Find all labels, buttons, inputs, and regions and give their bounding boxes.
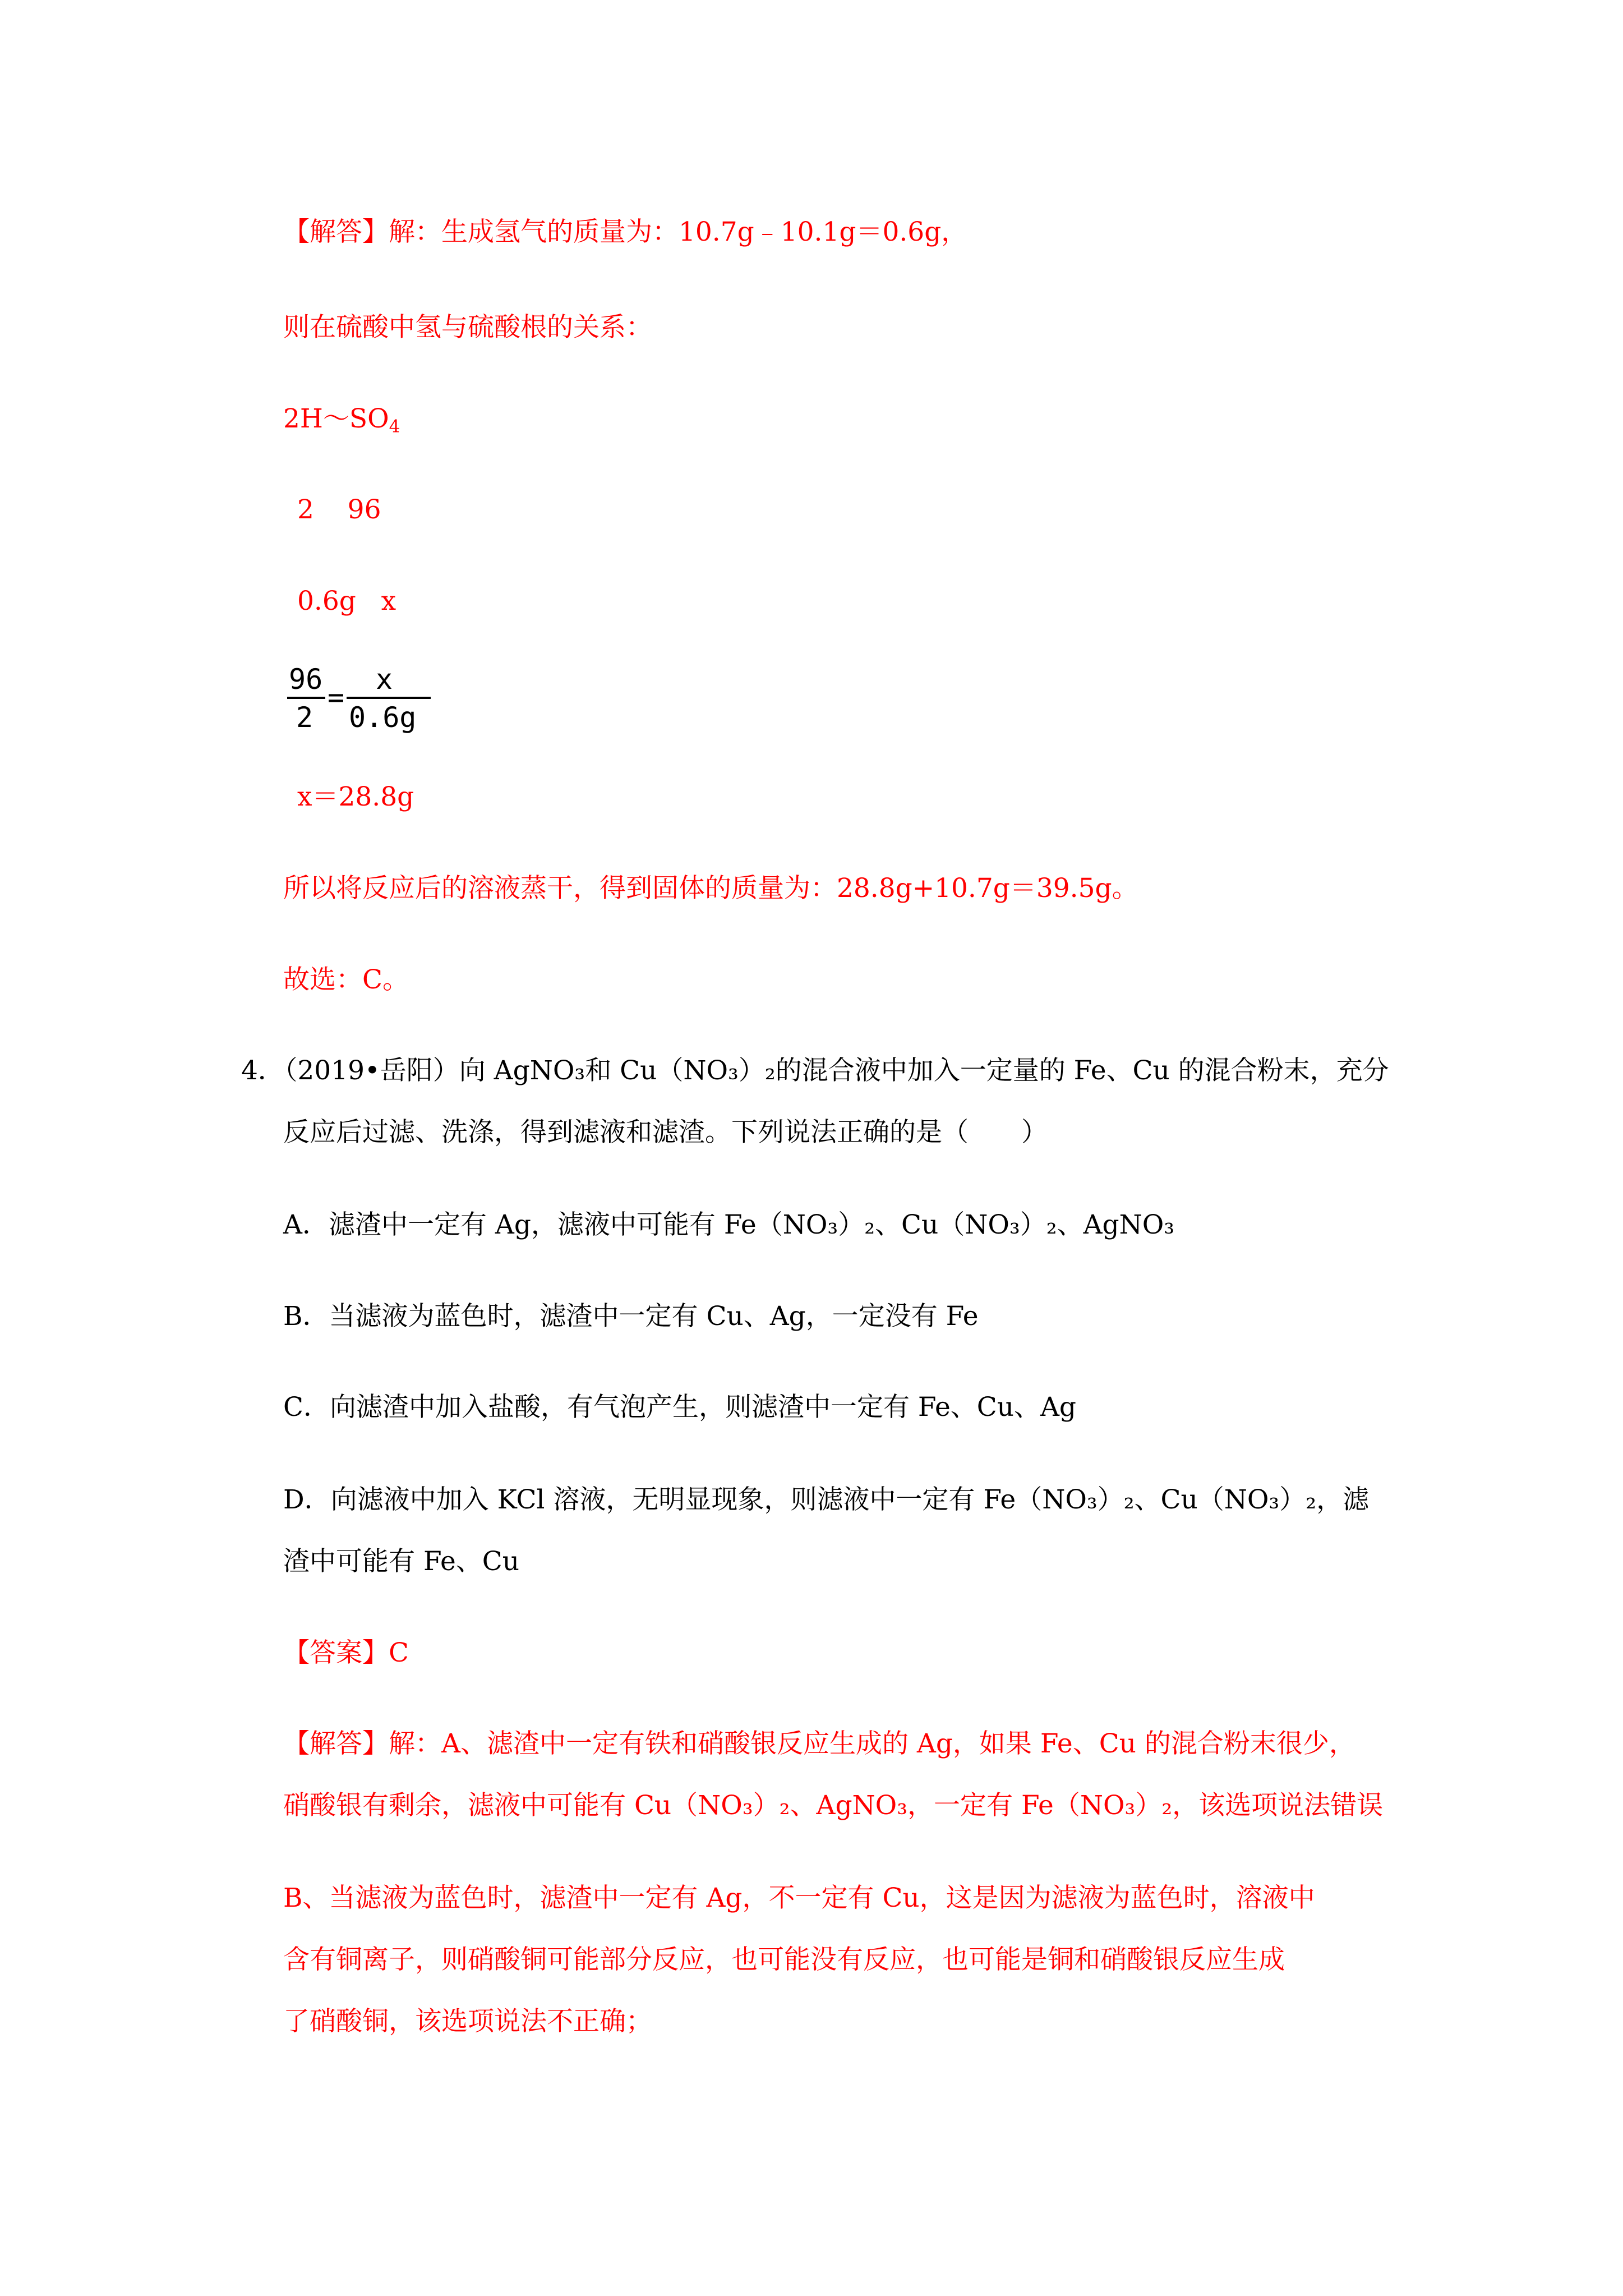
answer-tag: 【答案】 <box>283 1637 389 1668</box>
option-c: C．向滤渣中加入盐酸，有气泡产生，则滤渣中一定有 Fe、Cu、Ag <box>283 1392 1077 1423</box>
option-a: A．滤渣中一定有 Ag，滤液中可能有 Fe（NO₃）₂、Cu（NO₃）₂、AgNO₃ <box>283 1209 1175 1240</box>
result-line: x＝28.8g <box>297 781 414 812</box>
solution2-b-line-3: 了硝酸铜，该选项说法不正确； <box>283 2006 652 2037</box>
frac-left-numerator: 96 <box>289 663 323 696</box>
question4-stem-line-2: 反应后过滤、洗涤，得到滤液和滤渣。下列说法正确的是（ ） <box>283 1117 1048 1148</box>
option-d-line-2: 渣中可能有 Fe、Cu <box>283 1546 520 1577</box>
given-mass-row: 0.6g x <box>297 586 396 616</box>
solution2-b-line-1: B、当滤液为蓝色时，滤渣中一定有 Ag，不一定有 Cu，这是因为滤液为蓝色时，溶液中 <box>283 1883 1315 1913</box>
solution2-line-1: 【解答】解：A、滤渣中一定有铁和硝酸银反应生成的 Ag，如果 Fe、Cu 的混合粉末很少， <box>283 1728 1355 1759</box>
proportion-equation <box>286 662 437 746</box>
question4-stem-line-1: 4．（2019•岳阳）向 AgNO₃和 Cu（NO₃）₂的混合液中加入一定量的 Fe、Cu 的混合粉末，充分 <box>241 1055 1389 1086</box>
frac-right-numerator: x <box>376 663 393 696</box>
frac-left-bar <box>287 697 325 699</box>
choice-line: 故选：C。 <box>283 964 409 995</box>
solution-tag: 【解答】 <box>283 217 389 247</box>
solution-line-2: 则在硫酸中氢与硫酸根的关系： <box>283 312 652 343</box>
conclusion-line: 所以将反应后的溶液蒸干，得到固体的质量为：28.8g+10.7g＝39.5g。 <box>283 873 1138 904</box>
solution2-tag: 【解答】 <box>283 1728 389 1759</box>
solution2-b-line-2: 含有铜离子，则硝酸铜可能部分反应，也可能没有反应，也可能是铜和硝酸银反应生成 <box>283 1944 1285 1975</box>
answer-value: C <box>389 1637 409 1668</box>
option-d-line-1: D．向滤液中加入 KCl 溶液，无明显现象，则滤液中一定有 Fe（NO₃）₂、Cu（NO₃）₂，滤 <box>283 1484 1370 1515</box>
option-b: B．当滤液为蓝色时，滤渣中一定有 Cu、Ag，一定没有 Fe <box>283 1301 979 1332</box>
frac-equals: = <box>328 681 345 714</box>
answer-line <box>283 1637 409 1670</box>
frac-left-denominator: 2 <box>296 701 313 734</box>
relation-line: $2H\sim SO_4$ <box>283 403 400 437</box>
mass-ratio-row: 2 96 <box>297 494 381 525</box>
solution-line-1: 【解答】解：生成氢气的质量为：10.7g﹣10.1g＝0.6g， <box>283 217 968 247</box>
solution2-line-2: 硝酸银有剩余，滤液中可能有 Cu（NO₃）₂、AgNO₃，一定有 Fe（NO₃）₂，该选项说法错误 <box>283 1790 1384 1821</box>
frac-right-bar <box>347 697 431 699</box>
frac-right-denominator: 0.6g <box>349 701 417 734</box>
